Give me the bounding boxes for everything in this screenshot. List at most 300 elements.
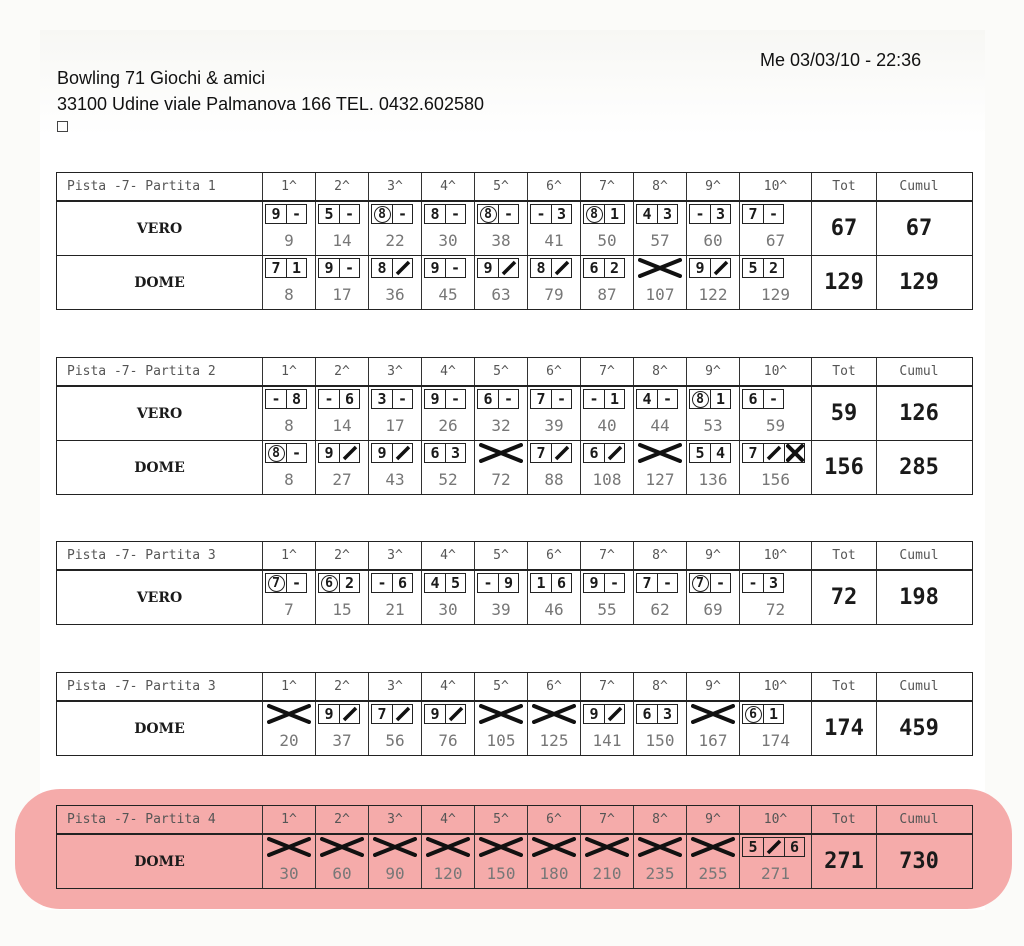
player-row xyxy=(57,255,972,309)
frame-cell xyxy=(686,571,739,624)
roll-value: 9 xyxy=(430,259,440,277)
roll-box xyxy=(477,389,498,409)
frame-header: 9^ xyxy=(686,673,739,700)
frame-cell xyxy=(421,256,474,309)
roll-box xyxy=(392,443,413,463)
game-title: Pista -7- Partita 3 xyxy=(67,679,216,694)
roll-boxes xyxy=(371,704,413,726)
frame-cell xyxy=(421,202,474,255)
frame-score: 30 xyxy=(279,864,299,883)
roll-boxes xyxy=(742,389,784,411)
roll-value: 6 xyxy=(556,574,567,592)
frame-header: 5^ xyxy=(474,542,527,569)
roll-value: - xyxy=(397,390,408,408)
roll-box xyxy=(583,389,604,409)
frame-header: 9^ xyxy=(686,806,739,833)
frame-cell xyxy=(315,387,368,440)
roll-boxes xyxy=(636,704,678,726)
spare-mark xyxy=(501,260,517,276)
player-row xyxy=(57,386,972,440)
frame-score: 125 xyxy=(539,731,569,750)
roll-value: - xyxy=(503,390,514,408)
roll-box xyxy=(371,258,392,278)
frame-cell xyxy=(474,702,527,755)
frame-header: 9^ xyxy=(686,542,739,569)
roll-value: 6 xyxy=(748,390,758,408)
roll-boxes xyxy=(265,258,307,280)
roll-box xyxy=(477,204,498,224)
frame-cell xyxy=(421,571,474,624)
strike-x-icon xyxy=(638,837,682,857)
roll-value: 5 xyxy=(450,574,461,592)
roll-value: - xyxy=(715,574,726,592)
frame-score: 21 xyxy=(385,600,405,619)
frame-header: 3^ xyxy=(368,673,421,700)
roll-value: 9 xyxy=(324,259,334,277)
frame-score: 40 xyxy=(597,416,617,435)
roll-value: 9 xyxy=(483,259,493,277)
player-name: VERO xyxy=(136,589,183,606)
roll-value: 9 xyxy=(430,390,440,408)
roll-value: 9 xyxy=(695,259,705,277)
frame-score: 122 xyxy=(698,285,728,304)
frame-score: 36 xyxy=(385,285,405,304)
frame-score: 72 xyxy=(765,600,786,619)
roll-value: - xyxy=(695,205,705,223)
game-header-row xyxy=(57,173,972,201)
roll-box xyxy=(445,443,466,463)
game-header-row xyxy=(57,542,972,570)
strike-x-icon xyxy=(320,837,364,857)
roll-boxes xyxy=(636,389,678,411)
roll-value: 1 xyxy=(768,705,779,723)
game-header-row xyxy=(57,673,972,701)
frame-header: 6^ xyxy=(527,173,580,200)
game-title: Pista -7- Partita 2 xyxy=(67,364,216,379)
roll-box xyxy=(339,573,360,593)
roll-value: - xyxy=(291,444,302,462)
frame-score: 60 xyxy=(332,864,352,883)
frame-cell xyxy=(580,571,633,624)
roll-boxes xyxy=(424,204,466,226)
roll-boxes xyxy=(424,389,466,411)
roll-value: 7 xyxy=(642,574,652,592)
roll-box xyxy=(763,837,784,857)
player-row xyxy=(57,201,972,255)
roll-boxes xyxy=(742,443,805,465)
roll-box xyxy=(530,443,551,463)
frame-cell xyxy=(262,387,315,440)
roll-boxes xyxy=(742,837,805,859)
roll-box xyxy=(498,204,519,224)
roll-value: 3 xyxy=(450,444,461,462)
game-title: Pista -7- Partita 3 xyxy=(67,548,216,563)
roll-box xyxy=(551,573,572,593)
roll-box xyxy=(286,573,307,593)
roll-box xyxy=(445,573,466,593)
roll-value: - xyxy=(503,205,514,223)
strike-mark xyxy=(479,704,523,724)
roll-box xyxy=(604,443,625,463)
roll-box xyxy=(445,389,466,409)
roll-box xyxy=(710,443,731,463)
roll-value: 9 xyxy=(430,705,440,723)
frame-header: 6^ xyxy=(527,806,580,833)
roll-value: 6 xyxy=(589,444,599,462)
frame-cell xyxy=(739,441,811,494)
roll-value: 3 xyxy=(662,705,673,723)
roll-box xyxy=(318,389,339,409)
roll-value: - xyxy=(609,574,620,592)
strike-mark xyxy=(479,837,523,857)
roll-box xyxy=(477,258,498,278)
frame-score: 127 xyxy=(645,470,675,489)
frame-score: 167 xyxy=(698,731,728,750)
cumulative-score: 67 xyxy=(876,202,961,255)
roll-value: 6 xyxy=(344,390,355,408)
frame-score: 59 xyxy=(765,416,786,435)
strike-mark xyxy=(267,837,311,857)
roll-value: 5 xyxy=(748,838,758,856)
cumul-header: Cumul xyxy=(876,542,961,569)
roll-box xyxy=(742,204,763,224)
roll-box xyxy=(286,443,307,463)
frame-cell xyxy=(739,387,811,440)
roll-value: - xyxy=(291,205,302,223)
frame-score: 90 xyxy=(385,864,405,883)
roll-value: 5 xyxy=(748,259,758,277)
cumul-header: Cumul xyxy=(876,806,961,833)
roll-box xyxy=(339,204,360,224)
frame-cell xyxy=(262,256,315,309)
roll-box xyxy=(583,704,604,724)
frame-header: 10^ xyxy=(739,358,811,385)
roll-value: - xyxy=(450,205,461,223)
roll-box xyxy=(445,258,466,278)
spare-mark xyxy=(448,706,464,722)
frame-score: 7 xyxy=(284,600,294,619)
roll-box xyxy=(339,443,360,463)
frame-cell xyxy=(315,571,368,624)
roll-boxes xyxy=(424,704,466,726)
frame-cell xyxy=(527,571,580,624)
frame-score: 69 xyxy=(703,600,723,619)
strike-mark xyxy=(691,704,735,724)
roll-box xyxy=(498,573,519,593)
roll-box xyxy=(339,258,360,278)
roll-box xyxy=(689,258,710,278)
frame-header: 8^ xyxy=(633,358,686,385)
frame-cell xyxy=(686,702,739,755)
frame-header: 6^ xyxy=(527,673,580,700)
frame-score: 56 xyxy=(385,731,405,750)
strike-x-icon xyxy=(479,837,523,857)
roll-box xyxy=(424,573,445,593)
roll-box xyxy=(371,573,392,593)
roll-box xyxy=(763,704,784,724)
roll-value: - xyxy=(397,205,408,223)
roll-box xyxy=(371,204,392,224)
roll-box xyxy=(551,389,572,409)
frame-score: 46 xyxy=(544,600,564,619)
spare-mark xyxy=(607,706,623,722)
roll-box xyxy=(339,389,360,409)
frame-score: 43 xyxy=(385,470,405,489)
frame-score: 63 xyxy=(491,285,511,304)
roll-value: 9 xyxy=(324,705,334,723)
roll-box xyxy=(763,258,784,278)
roll-box xyxy=(583,204,604,224)
player-name: DOME xyxy=(134,853,185,870)
frame-score: 79 xyxy=(544,285,564,304)
frame-cell xyxy=(474,835,527,888)
strike-mark xyxy=(691,837,735,857)
frame-header: 4^ xyxy=(421,542,474,569)
roll-boxes xyxy=(477,573,519,595)
frame-cell xyxy=(421,441,474,494)
roll-value: 6 xyxy=(483,390,493,408)
roll-value: - xyxy=(271,390,281,408)
roll-box xyxy=(689,573,710,593)
roll-box xyxy=(424,443,445,463)
roll-box xyxy=(636,573,657,593)
roll-box xyxy=(604,573,625,593)
frame-score: 39 xyxy=(544,416,564,435)
strike-x-icon xyxy=(267,704,311,724)
frame-score: 22 xyxy=(385,231,405,250)
frame-header: 10^ xyxy=(739,542,811,569)
frame-header: 1^ xyxy=(262,542,315,569)
roll-box xyxy=(445,704,466,724)
frame-score: 52 xyxy=(438,470,458,489)
split-pin-count: 8 xyxy=(692,391,709,408)
strike-mark xyxy=(638,837,682,857)
strike-mark xyxy=(479,443,523,463)
frame-cell xyxy=(262,835,315,888)
frame-header: 3^ xyxy=(368,358,421,385)
spare-mark xyxy=(713,260,729,276)
roll-value: 9 xyxy=(271,205,281,223)
frame-cell xyxy=(315,702,368,755)
roll-box xyxy=(657,704,678,724)
frame-score: 41 xyxy=(544,231,564,250)
frame-header: 5^ xyxy=(474,173,527,200)
roll-value: 9 xyxy=(589,705,599,723)
frame-header: 6^ xyxy=(527,542,580,569)
cumulative-score: 129 xyxy=(876,256,961,309)
roll-box xyxy=(763,443,784,463)
roll-value: 1 xyxy=(536,574,546,592)
roll-value: - xyxy=(662,390,673,408)
roll-box xyxy=(604,258,625,278)
strike-x-icon xyxy=(638,258,682,278)
roll-box xyxy=(742,573,763,593)
roll-value: 3 xyxy=(715,205,726,223)
spare-mark xyxy=(395,706,411,722)
roll-value: - xyxy=(768,205,779,223)
roll-box xyxy=(265,204,286,224)
strike-x-icon xyxy=(786,444,804,462)
player-name: DOME xyxy=(134,459,185,476)
player-name: VERO xyxy=(136,220,183,237)
roll-boxes xyxy=(530,389,572,411)
roll-box xyxy=(318,443,339,463)
frame-cell xyxy=(739,702,811,755)
split-pin-count: 8 xyxy=(268,445,285,462)
frame-cell xyxy=(315,441,368,494)
roll-value: 6 xyxy=(589,259,599,277)
spare-mark xyxy=(554,260,570,276)
tot-header: Tot xyxy=(811,173,876,200)
roll-value: 1 xyxy=(715,390,726,408)
roll-box xyxy=(445,204,466,224)
frame-header: 3^ xyxy=(368,173,421,200)
total-score: 129 xyxy=(811,256,876,309)
roll-box xyxy=(530,389,551,409)
frame-header: 4^ xyxy=(421,673,474,700)
roll-value: - xyxy=(589,390,599,408)
frame-cell xyxy=(633,441,686,494)
roll-value: 6 xyxy=(430,444,440,462)
roll-value: 7 xyxy=(748,205,758,223)
roll-box xyxy=(742,258,763,278)
roll-boxes xyxy=(689,204,731,226)
player-row xyxy=(57,701,972,755)
roll-box xyxy=(371,704,392,724)
roll-boxes xyxy=(318,258,360,280)
frame-cell xyxy=(580,835,633,888)
game-table xyxy=(56,541,973,625)
frame-header: 7^ xyxy=(580,173,633,200)
roll-value: 8 xyxy=(536,259,546,277)
frame-header: 2^ xyxy=(315,173,368,200)
roll-box xyxy=(265,443,286,463)
frame-score: 105 xyxy=(486,731,516,750)
roll-boxes xyxy=(424,258,466,280)
roll-value: - xyxy=(450,259,461,277)
roll-box xyxy=(392,573,413,593)
player-name: DOME xyxy=(134,274,185,291)
frame-score: 156 xyxy=(761,470,790,489)
roll-box xyxy=(689,204,710,224)
cumulative-score: 198 xyxy=(876,571,961,624)
checkbox-glyph xyxy=(57,121,68,132)
roll-value: 4 xyxy=(642,205,652,223)
frame-score: 141 xyxy=(592,731,622,750)
roll-value: 1 xyxy=(609,205,620,223)
roll-box xyxy=(392,204,413,224)
frame-header: 1^ xyxy=(262,673,315,700)
frame-cell xyxy=(686,441,739,494)
strike-mark xyxy=(585,837,629,857)
roll-boxes xyxy=(318,573,360,595)
roll-box xyxy=(424,204,445,224)
player-row xyxy=(57,570,972,624)
roll-value: 9 xyxy=(503,574,514,592)
frame-cell xyxy=(262,571,315,624)
roll-boxes xyxy=(318,389,360,411)
roll-value: 7 xyxy=(536,444,546,462)
roll-box xyxy=(604,389,625,409)
frame-cell xyxy=(315,835,368,888)
strike-x-icon xyxy=(691,704,735,724)
roll-box xyxy=(286,389,307,409)
frame-cell xyxy=(421,387,474,440)
roll-box xyxy=(530,204,551,224)
roll-box xyxy=(742,704,763,724)
frame-score: 107 xyxy=(645,285,675,304)
frame-cell xyxy=(527,702,580,755)
frame-cell xyxy=(527,835,580,888)
strike-mark xyxy=(426,837,470,857)
roll-boxes xyxy=(583,204,625,226)
frame-cell xyxy=(633,835,686,888)
roll-boxes xyxy=(530,573,572,595)
split-pin-count: 8 xyxy=(586,206,603,223)
frame-cell xyxy=(580,387,633,440)
roll-value: 9 xyxy=(324,444,334,462)
roll-box xyxy=(710,573,731,593)
roll-value: 9 xyxy=(377,444,387,462)
roll-boxes xyxy=(477,204,519,226)
roll-boxes xyxy=(265,389,307,411)
roll-box xyxy=(392,258,413,278)
frame-score: 271 xyxy=(761,864,790,883)
roll-box xyxy=(286,258,307,278)
roll-value: 4 xyxy=(642,390,652,408)
frame-header: 10^ xyxy=(739,673,811,700)
frame-cell xyxy=(474,202,527,255)
roll-box xyxy=(657,573,678,593)
frame-score: 55 xyxy=(597,600,617,619)
roll-value: 4 xyxy=(715,444,726,462)
roll-value: - xyxy=(344,259,355,277)
frame-cell xyxy=(262,702,315,755)
roll-box xyxy=(636,204,657,224)
roll-box xyxy=(657,389,678,409)
roll-value: 3 xyxy=(377,390,387,408)
roll-value: 5 xyxy=(695,444,705,462)
frame-header: 1^ xyxy=(262,806,315,833)
roll-value: 9 xyxy=(589,574,599,592)
frame-score: 20 xyxy=(279,731,299,750)
strike-mark xyxy=(532,704,576,724)
frame-header: 3^ xyxy=(368,806,421,833)
frame-score: 8 xyxy=(284,470,294,489)
frame-score: 180 xyxy=(539,864,569,883)
roll-value: - xyxy=(324,390,334,408)
roll-value: - xyxy=(344,205,355,223)
roll-boxes xyxy=(371,204,413,226)
frame-cell xyxy=(580,441,633,494)
roll-boxes xyxy=(424,443,466,465)
frame-score: 39 xyxy=(491,600,511,619)
spare-mark xyxy=(766,445,782,461)
roll-box xyxy=(689,389,710,409)
frame-cell xyxy=(368,202,421,255)
roll-box xyxy=(551,204,572,224)
roll-boxes xyxy=(689,443,731,465)
roll-boxes xyxy=(371,573,413,595)
frame-header: 6^ xyxy=(527,358,580,385)
roll-box xyxy=(551,443,572,463)
total-score: 271 xyxy=(811,835,876,888)
frame-cell xyxy=(421,835,474,888)
roll-boxes xyxy=(583,389,625,411)
frame-cell xyxy=(421,702,474,755)
roll-boxes xyxy=(530,204,572,226)
game-table xyxy=(56,672,973,756)
